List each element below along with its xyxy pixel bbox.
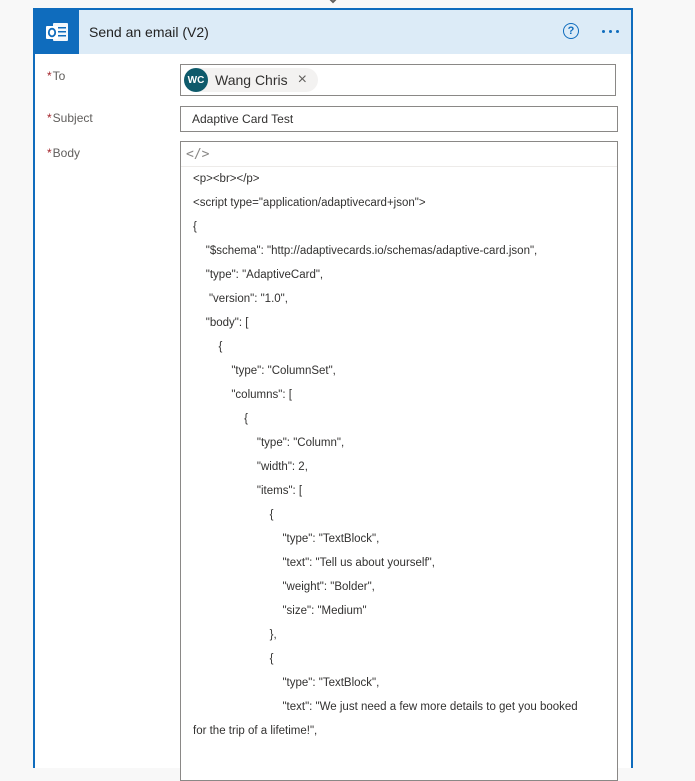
code-line: {	[193, 413, 248, 425]
code-line: "type": "TextBlock",	[193, 677, 380, 689]
subject-label	[47, 111, 93, 125]
code-line: "type": "TextBlock",	[193, 533, 380, 545]
code-line: "$schema": "http://adaptivecards.io/schemas/adaptive-card.json",	[193, 245, 538, 257]
code-line: {	[193, 653, 274, 665]
card-header[interactable]	[35, 10, 631, 54]
question-circle-icon[interactable]	[563, 23, 579, 39]
editor-toolbar	[181, 142, 617, 167]
subject-input[interactable]	[180, 106, 618, 132]
help-glyph: ?	[567, 25, 575, 37]
code-line: "text": "We just need a few more details to get you booked	[193, 701, 578, 713]
code-line: "type": "Column",	[193, 437, 345, 449]
code-line: "type": "ColumnSet",	[193, 365, 336, 377]
chevron-down-icon	[323, 0, 343, 6]
to-field[interactable]	[180, 64, 616, 96]
ellipsis-icon[interactable]	[602, 30, 619, 33]
to-label-text: To	[52, 69, 66, 83]
code-line: "items": [	[193, 485, 303, 497]
code-line: {	[193, 509, 274, 521]
send-email-action-card	[33, 8, 633, 768]
code-line: "text": "Tell us about yourself",	[193, 557, 435, 569]
to-label	[47, 69, 65, 83]
body-label	[47, 146, 80, 160]
code-line: "type": "AdaptiveCard",	[193, 269, 324, 281]
code-line: <p><br></p>	[193, 173, 260, 185]
close-icon[interactable]: ×	[297, 71, 307, 88]
outlook-icon	[35, 10, 79, 54]
code-view-icon[interactable]: </>	[186, 146, 210, 162]
code-line: "columns": [	[193, 389, 292, 401]
subject-label-text: Subject	[52, 111, 93, 125]
code-line: {	[193, 221, 197, 233]
body-editor[interactable]	[180, 141, 618, 781]
code-line: "width": 2,	[193, 461, 308, 473]
required-marker: *	[47, 111, 52, 125]
code-line: "size": "Medium"	[193, 605, 367, 617]
body-label-text: Body	[52, 146, 81, 160]
card-title: Send an email (V2)	[89, 24, 209, 40]
required-marker: *	[47, 69, 52, 83]
code-content[interactable]	[181, 167, 617, 743]
code-line: "version": "1.0",	[193, 293, 288, 305]
code-line: "body": [	[193, 317, 249, 329]
recipient-chip	[184, 68, 318, 92]
recipient-name: Wang Chris	[215, 72, 288, 88]
required-marker: *	[47, 146, 52, 160]
code-line: "weight": "Bolder",	[193, 581, 375, 593]
avatar	[184, 68, 208, 92]
code-line: <script type="application/adaptivecard+json">	[193, 197, 426, 209]
code-line: for the trip of a lifetime!",	[193, 725, 318, 737]
code-line: {	[193, 341, 223, 353]
avatar-initials: WC	[187, 74, 205, 86]
code-line: },	[193, 629, 277, 641]
